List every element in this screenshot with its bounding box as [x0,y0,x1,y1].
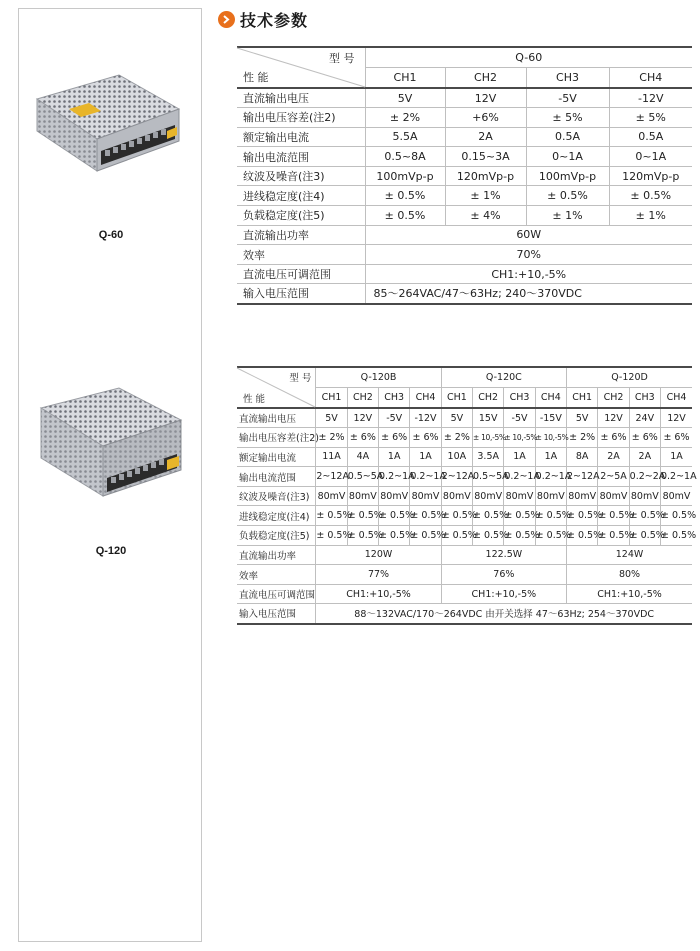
model-header: Q-120B [316,367,441,388]
value-cell: ± 0.5% [660,526,692,546]
param-label: 负载稳定度(注5) [237,206,365,226]
value-cell: 60W [365,225,692,245]
value-cell: 88～132VAC/170～264VDC 由开关选择 47～63Hz; 254～370VDC [316,604,692,624]
value-cell: -15V [535,408,566,428]
channel-header: CH2 [445,68,526,89]
table-row [237,206,692,226]
value-cell: ± 10,-5% [535,428,566,448]
table-row [237,428,692,448]
value-cell: ± 0.5% [441,506,472,526]
value-cell: ± 4% [445,206,526,226]
value-cell: 122.5W [441,545,566,565]
param-label: 输出电压容差(注2) [237,428,316,448]
value-cell: ± 6% [379,428,410,448]
table-row [237,584,692,604]
model-header: Q-60 [365,47,692,68]
channel-header: CH4 [660,388,692,409]
param-label: 输出电流范围 [237,467,316,487]
table-row [237,166,692,186]
value-cell: 100mVp-p [365,166,445,186]
product-label-q60: Q-60 [98,229,124,241]
value-cell: 80mV [567,486,598,506]
value-cell: ± 0.5% [365,186,445,206]
value-cell: ± 1% [445,186,526,206]
value-cell: ± 0.5% [347,526,378,546]
value-cell: 1A [535,447,566,467]
value-cell: 2A [445,127,526,147]
value-cell: CH1:+10,-5% [365,264,692,284]
table-row [237,127,692,147]
table-row [237,604,692,624]
value-cell: 76% [441,565,566,585]
value-cell: 5.5A [365,127,445,147]
section-header [218,6,308,32]
value-cell: 5V [316,408,347,428]
table-row [237,225,692,245]
value-cell: 2A [598,447,629,467]
param-label: 额定输出电流 [237,127,365,147]
value-cell: ± 10,-5% [473,428,504,448]
value-cell: 80mV [598,486,629,506]
value-cell: 0.2~1A [410,467,441,487]
value-cell: ± 0.5% [526,186,609,206]
value-cell: ± 0.5% [347,506,378,526]
value-cell: 0.15~3A [445,147,526,167]
value-cell: 80mV [410,486,441,506]
value-cell: 11A [316,447,347,467]
value-cell: 2~12A [567,467,598,487]
q120-spec-table [237,366,697,625]
channel-header: CH2 [473,388,504,409]
value-cell: ± 2% [365,108,445,128]
value-cell: 1A [410,447,441,467]
table-row [237,108,692,128]
product-label-q120: Q-120 [95,545,127,557]
value-cell: 85～264VAC/47～63Hz; 240～370VDC [365,284,692,304]
value-cell: ± 0.5% [567,506,598,526]
value-cell: 80mV [473,486,504,506]
value-cell: 0~1A [526,147,609,167]
channel-header: CH1 [316,388,347,409]
channel-header: CH4 [609,68,692,89]
value-cell: 77% [316,565,441,585]
value-cell: ± 6% [410,428,441,448]
value-cell: ± 0.5% [609,186,692,206]
value-cell: 80mV [504,486,535,506]
value-cell: 0.5A [526,127,609,147]
table-row [237,88,692,108]
param-label: 纹波及噪音(注3) [237,486,316,506]
param-label: 效率 [237,245,365,265]
value-cell: ± 2% [441,428,472,448]
value-cell: ± 6% [347,428,378,448]
value-cell: 0.2~2A [629,467,660,487]
value-cell: 15V [473,408,504,428]
value-cell: CH1:+10,-5% [567,584,693,604]
value-cell: ± 1% [609,206,692,226]
value-cell: 70% [365,245,692,265]
value-cell: ± 0.5% [504,526,535,546]
value-cell: 120W [316,545,441,565]
param-label: 直流电压可调范围 [237,584,316,604]
value-cell: ± 10,-5% [504,428,535,448]
table-row [237,506,692,526]
value-cell: 0.2~1A [535,467,566,487]
value-cell: 8A [567,447,598,467]
value-cell: 2~5A [598,467,629,487]
table-row [237,526,692,546]
value-cell: 80mV [441,486,472,506]
value-cell: 10A [441,447,472,467]
table-row [237,467,692,487]
param-label: 输入电压范围 [237,604,316,624]
value-cell: 1A [379,447,410,467]
table-row [237,147,692,167]
table-row [237,186,692,206]
value-cell: CH1:+10,-5% [316,584,441,604]
q60-spec-table [237,46,692,305]
value-cell: ± 0.5% [567,526,598,546]
param-label: 纹波及噪音(注3) [237,166,365,186]
value-cell: 3.5A [473,447,504,467]
table-corner-cell [237,367,316,408]
value-cell: ± 2% [567,428,598,448]
param-label: 进线稳定度(注4) [237,186,365,206]
value-cell: 80mV [316,486,347,506]
corner-performance-label: 性 能 [243,71,269,84]
param-label: 额定输出电流 [237,447,316,467]
channel-header: CH4 [410,388,441,409]
value-cell: ± 0.5% [535,506,566,526]
param-label: 直流输出电压 [237,88,365,108]
value-cell: -5V [504,408,535,428]
param-label: 效率 [237,565,316,585]
param-label: 负载稳定度(注5) [237,526,316,546]
value-cell: 1A [504,447,535,467]
channel-header: CH1 [365,68,445,89]
value-cell: 80% [567,565,693,585]
value-cell: 124W [567,545,693,565]
value-cell: 5V [365,88,445,108]
value-cell: ± 0.5% [535,526,566,546]
value-cell: 24V [629,408,660,428]
table-row [237,264,692,284]
value-cell: 80mV [379,486,410,506]
value-cell: 5V [441,408,472,428]
value-cell: 2A [629,447,660,467]
value-cell: 80mV [535,486,566,506]
param-label: 直流输出功率 [237,545,316,565]
value-cell: -5V [526,88,609,108]
channel-header: CH3 [504,388,535,409]
corner-performance-label: 性 能 [243,394,266,405]
param-label: 输入电压范围 [237,284,365,304]
channel-header: CH2 [598,388,629,409]
value-cell: 4A [347,447,378,467]
value-cell: ± 0.5% [316,526,347,546]
channel-header: CH4 [535,388,566,409]
value-cell: ± 0.5% [365,206,445,226]
value-cell: ± 5% [609,108,692,128]
param-label: 直流输出电压 [237,408,316,428]
value-cell: ± 0.5% [379,506,410,526]
value-cell: 80mV [629,486,660,506]
value-cell: ± 0.5% [660,506,692,526]
param-label: 输出电压容差(注2) [237,108,365,128]
value-cell: 12V [347,408,378,428]
value-cell: CH1:+10,-5% [441,584,566,604]
value-cell: ± 0.5% [598,526,629,546]
value-cell: 12V [660,408,692,428]
value-cell: 100mVp-p [526,166,609,186]
value-cell: 120mVp-p [445,166,526,186]
value-cell: ± 0.5% [441,526,472,546]
value-cell: 0.2~1A [504,467,535,487]
table-row [237,545,692,565]
q60-power-supply-image [27,69,187,194]
value-cell: ± 0.5% [504,506,535,526]
value-cell: 1A [660,447,692,467]
value-cell: ± 0.5% [473,506,504,526]
value-cell: 0~1A [609,147,692,167]
value-cell: ± 0.5% [410,506,441,526]
value-cell: ± 6% [660,428,692,448]
channel-header: CH2 [347,388,378,409]
table-row [237,565,692,585]
corner-model-label: 型 号 [329,52,355,65]
value-cell: -12V [609,88,692,108]
table-row [237,486,692,506]
model-header: Q-120C [441,367,566,388]
value-cell: -12V [410,408,441,428]
table-row [237,447,692,467]
value-cell: 120mVp-p [609,166,692,186]
value-cell: ± 2% [316,428,347,448]
value-cell: ± 0.5% [473,526,504,546]
table-row [237,408,692,428]
value-cell: ± 0.5% [598,506,629,526]
value-cell: 0.5~5A [347,467,378,487]
channel-header: CH3 [629,388,660,409]
value-cell: 5V [567,408,598,428]
value-cell: ± 6% [629,428,660,448]
channel-header: CH3 [379,388,410,409]
value-cell: 2~12A [316,467,347,487]
value-cell: 2~12A [441,467,472,487]
value-cell: ± 6% [598,428,629,448]
value-cell: +6% [445,108,526,128]
param-label: 进线稳定度(注4) [237,506,316,526]
product-panel [18,8,202,942]
value-cell: 80mV [660,486,692,506]
value-cell: ± 0.5% [629,506,660,526]
channel-header: CH1 [441,388,472,409]
value-cell: ± 0.5% [629,526,660,546]
channel-header: CH1 [567,388,598,409]
value-cell: 0.2~1A [379,467,410,487]
value-cell: ± 1% [526,206,609,226]
section-title: 技术参数 [240,10,309,30]
value-cell: ± 0.5% [379,526,410,546]
value-cell: ± 0.5% [410,526,441,546]
value-cell: 80mV [347,486,378,506]
param-label: 直流输出功率 [237,225,365,245]
model-header: Q-120D [567,367,693,388]
value-cell: ± 0.5% [316,506,347,526]
q120-power-supply-image [33,384,193,514]
value-cell: 0.5A [609,127,692,147]
value-cell: 12V [598,408,629,428]
value-cell: 0.2~1A [660,467,692,487]
value-cell: 0.5~8A [365,147,445,167]
value-cell: ± 5% [526,108,609,128]
channel-header: CH3 [526,68,609,89]
value-cell: 0.5~5A [473,467,504,487]
param-label: 输出电流范围 [237,147,365,167]
value-cell: 12V [445,88,526,108]
param-label: 直流电压可调范围 [237,264,365,284]
corner-model-label: 型 号 [289,373,312,384]
table-row [237,245,692,265]
value-cell: -5V [379,408,410,428]
chevron-right-icon [218,11,235,28]
table-row [237,284,692,304]
table-corner-cell [237,47,365,88]
